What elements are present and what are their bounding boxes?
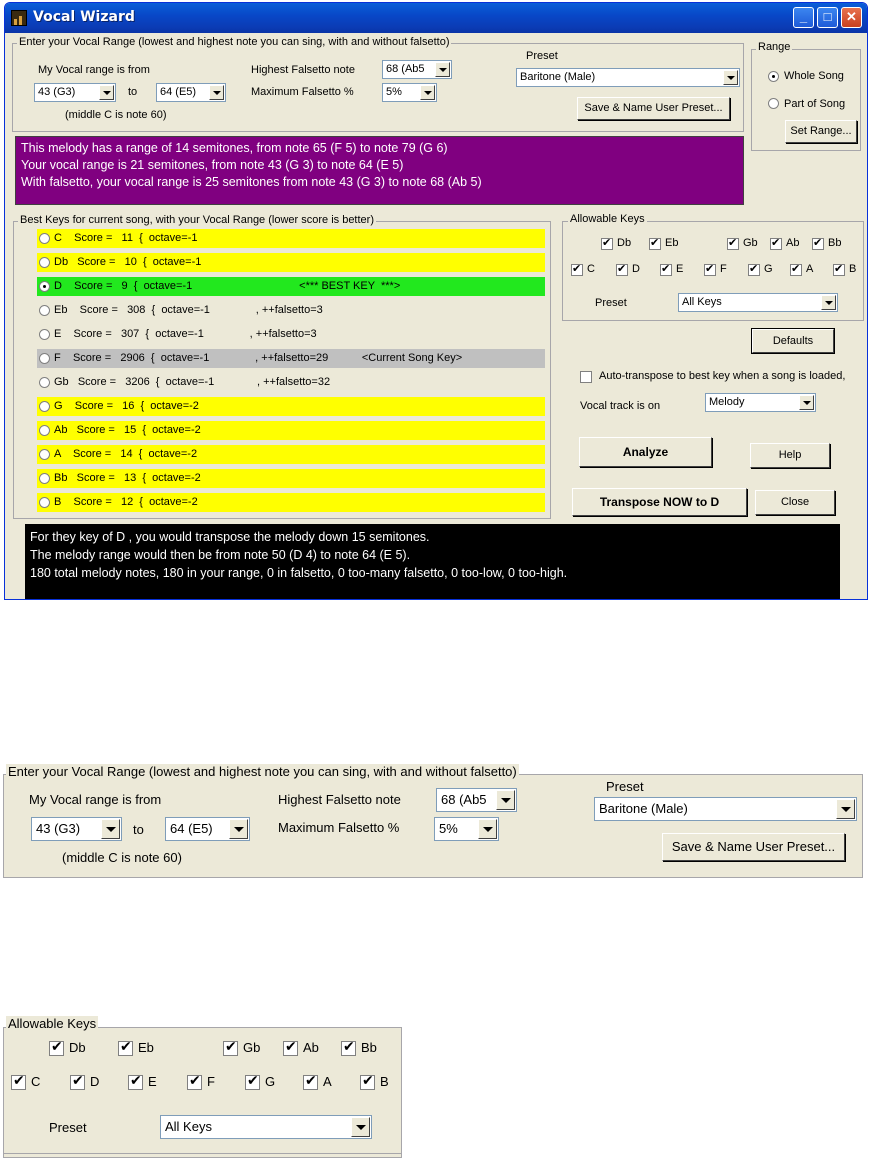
key-checkbox-label[interactable]: C <box>31 1074 41 1089</box>
allowable-keys-legend: Allowable Keys <box>570 213 645 225</box>
key-checkbox[interactable] <box>616 264 628 276</box>
range-from-label-zoom: My Vocal range is from <box>29 792 162 807</box>
range-from-label: My Vocal range is from <box>38 64 150 76</box>
key-checkbox[interactable] <box>223 1041 238 1056</box>
chevron-down-icon[interactable] <box>209 85 224 100</box>
whole-song-radio[interactable] <box>768 71 779 82</box>
key-row[interactable] <box>37 421 545 440</box>
low-note-select[interactable] <box>34 83 116 102</box>
falsetto-note-value: 68 (Ab5 <box>441 792 487 807</box>
key-checkbox-label[interactable]: B <box>849 263 857 275</box>
key-checkbox[interactable] <box>833 264 845 276</box>
key-checkbox-label[interactable]: A <box>323 1074 332 1089</box>
voice-preset-select-zoom[interactable] <box>594 797 857 821</box>
key-checkbox-label[interactable]: Eb <box>138 1040 154 1055</box>
key-checkbox[interactable] <box>283 1041 298 1056</box>
best-keys-legend: Best Keys for current song, with your Vocal Range (lower score is better) <box>20 214 374 226</box>
melody-info-line: This melody has a range of 14 semitones, from note 65 (F 5) to note 79 (G 6) <box>21 141 448 155</box>
melody-info-line: Your vocal range is 21 semitones, from note 43 (G 3) to note 64 (E 5) <box>21 158 404 172</box>
key-row-text: Gb Score = 3206 { octave=-1 , ++falsetto=32 <box>54 376 331 388</box>
key-radio[interactable] <box>39 233 50 244</box>
key-checkbox-label[interactable]: D <box>632 263 640 275</box>
key-preset-select-zoom[interactable] <box>160 1115 372 1139</box>
key-checkbox-label[interactable]: G <box>764 263 773 275</box>
max-falsetto-label: Maximum Falsetto % <box>251 86 354 98</box>
chevron-down-icon[interactable] <box>836 799 855 819</box>
key-radio[interactable] <box>39 401 50 412</box>
title-bar[interactable] <box>5 3 867 33</box>
melody-info-line: With falsetto, your vocal range is 25 semitones from note 43 (G 3) to note 68 (Ab 5) <box>21 175 482 189</box>
key-checkbox-label[interactable]: Bb <box>361 1040 377 1055</box>
key-checkbox-label[interactable]: Db <box>617 237 632 249</box>
max-falsetto-value: 5% <box>439 821 458 836</box>
key-checkbox[interactable] <box>360 1075 375 1090</box>
key-radio[interactable] <box>39 377 50 388</box>
key-checkbox[interactable] <box>49 1041 64 1056</box>
key-checkbox-label[interactable]: F <box>207 1074 215 1089</box>
key-radio[interactable] <box>39 281 50 292</box>
key-row-text: E Score = 307 { octave=-1 , ++falsetto=3 <box>54 328 317 340</box>
max-falsetto-value: 5% <box>386 86 402 98</box>
vocal-range-legend-zoom: Enter your Vocal Range (lowest and highest note you can sing, with and without falsetto) <box>8 764 517 779</box>
chevron-down-icon[interactable] <box>723 70 738 85</box>
key-checkbox[interactable] <box>118 1041 133 1056</box>
high-note-value: 64 (E5) <box>160 86 197 98</box>
help-button[interactable]: Help <box>750 443 830 468</box>
middle-c-note-zoom: (middle C is note 60) <box>62 850 182 865</box>
key-preset-label-zoom: Preset <box>49 1120 87 1135</box>
key-checkbox-label[interactable]: C <box>587 263 595 275</box>
low-note-value: 43 (G3) <box>36 821 81 836</box>
key-checkbox-label[interactable]: E <box>148 1074 157 1089</box>
key-row[interactable] <box>37 445 545 464</box>
chevron-down-icon[interactable] <box>478 819 497 839</box>
key-checkbox[interactable] <box>748 264 760 276</box>
key-checkbox[interactable] <box>601 238 613 250</box>
transpose-button[interactable]: Transpose NOW to D <box>572 488 747 516</box>
voice-preset-value: Baritone (Male) <box>520 71 596 83</box>
to-label-zoom: to <box>133 822 144 837</box>
key-preset-select[interactable] <box>678 293 838 312</box>
vocal-track-label: Vocal track is on <box>580 400 661 412</box>
key-preset-label: Preset <box>595 297 627 309</box>
key-preset-value: All Keys <box>682 296 722 308</box>
falsetto-note-select-zoom[interactable] <box>436 788 517 812</box>
key-checkbox-label[interactable]: Ab <box>303 1040 319 1055</box>
set-range-button[interactable]: Set Range... <box>785 120 857 143</box>
key-row[interactable] <box>37 397 545 416</box>
high-note-select[interactable] <box>156 83 226 102</box>
middle-c-note: (middle C is note 60) <box>65 109 167 121</box>
chevron-down-icon[interactable] <box>435 62 450 77</box>
falsetto-label-zoom: Highest Falsetto note <box>278 792 401 807</box>
key-checkbox-label[interactable]: Eb <box>665 237 679 249</box>
key-row-text: A Score = 14 { octave=-2 <box>54 448 198 460</box>
allowable-keys-legend-zoom: Allowable Keys <box>8 1016 97 1031</box>
key-row[interactable] <box>37 469 545 488</box>
chevron-down-icon[interactable] <box>496 790 515 810</box>
key-checkbox-label[interactable]: A <box>806 263 814 275</box>
app-icon <box>11 10 27 26</box>
key-radio[interactable] <box>39 449 50 460</box>
chevron-down-icon[interactable] <box>229 819 248 839</box>
result-info-line: The melody range would then be from note 50 (D 4) to note 64 (E 5). <box>30 548 411 562</box>
key-checkbox[interactable] <box>70 1075 85 1090</box>
key-radio[interactable] <box>39 329 50 340</box>
high-note-select-zoom[interactable] <box>165 817 250 841</box>
window-title: Vocal Wizard <box>33 9 135 25</box>
minimize-icon[interactable]: _ <box>793 7 814 28</box>
key-radio[interactable] <box>39 305 50 316</box>
whole-song-label[interactable]: Whole Song <box>784 70 844 82</box>
key-row[interactable] <box>37 277 545 296</box>
chevron-down-icon[interactable] <box>821 295 836 310</box>
key-row[interactable] <box>37 373 545 392</box>
key-checkbox[interactable] <box>649 238 661 250</box>
max-falsetto-select-zoom[interactable] <box>434 817 499 841</box>
key-row[interactable] <box>37 229 545 248</box>
key-row-text: F Score = 2906 { octave=-1 , ++falsetto=29 <Current Song Key> <box>54 352 463 364</box>
key-checkbox[interactable] <box>790 264 802 276</box>
range-legend: Range <box>758 41 791 53</box>
key-row[interactable] <box>37 325 545 344</box>
key-checkbox[interactable] <box>812 238 824 250</box>
chevron-down-icon[interactable] <box>799 395 814 410</box>
key-row-text: G Score = 16 { octave=-2 <box>54 400 199 412</box>
key-checkbox[interactable] <box>187 1075 202 1090</box>
close-button[interactable]: Close <box>755 490 835 515</box>
key-checkbox[interactable] <box>128 1075 143 1090</box>
key-checkbox[interactable] <box>245 1075 260 1090</box>
maximize-icon[interactable]: □ <box>817 7 838 28</box>
key-row-text: D Score = 9 { octave=-1 <*** BEST KEY ***> <box>54 280 401 292</box>
key-radio[interactable] <box>39 257 50 268</box>
low-note-select-zoom[interactable] <box>31 817 122 841</box>
key-checkbox-label[interactable]: F <box>720 263 727 275</box>
chevron-down-icon[interactable] <box>351 1117 370 1137</box>
key-preset-value: All Keys <box>165 1119 212 1134</box>
key-radio[interactable] <box>39 473 50 484</box>
preset-label-zoom: Preset <box>606 779 644 794</box>
key-checkbox[interactable] <box>571 264 583 276</box>
falsetto-label: Highest Falsetto note <box>251 64 355 76</box>
part-of-song-label[interactable]: Part of Song <box>784 98 846 110</box>
key-checkbox[interactable] <box>660 264 672 276</box>
close-icon[interactable]: ✕ <box>841 7 862 28</box>
vocal-track-value: Melody <box>709 396 745 408</box>
save-preset-button-zoom[interactable]: Save & Name User Preset... <box>662 833 845 861</box>
key-checkbox[interactable] <box>11 1075 26 1090</box>
key-row[interactable] <box>37 493 545 512</box>
analyze-button[interactable]: Analyze <box>579 437 712 467</box>
key-row[interactable] <box>37 349 545 368</box>
vocal-range-legend: Enter your Vocal Range (lowest and highest note you can sing, with and without falsetto) <box>19 36 450 48</box>
falsetto-note-select[interactable] <box>382 60 452 79</box>
key-radio[interactable] <box>39 497 50 508</box>
key-checkbox[interactable] <box>303 1075 318 1090</box>
key-radio[interactable] <box>39 425 50 436</box>
max-falsetto-select[interactable] <box>382 83 437 102</box>
chevron-down-icon[interactable] <box>420 85 435 100</box>
voice-preset-value: Baritone (Male) <box>599 801 688 816</box>
vocal-track-select[interactable] <box>705 393 816 412</box>
key-checkbox-label[interactable]: Gb <box>743 237 758 249</box>
key-checkbox[interactable] <box>341 1041 356 1056</box>
key-checkbox[interactable] <box>770 238 782 250</box>
key-row-text: Db Score = 10 { octave=-1 <box>54 256 202 268</box>
falsetto-note-value: 68 (Ab5 <box>386 63 425 75</box>
key-row[interactable] <box>37 253 545 272</box>
key-checkbox-label[interactable]: Ab <box>786 237 800 249</box>
defaults-button[interactable]: Defaults <box>752 329 834 353</box>
key-row[interactable] <box>37 301 545 320</box>
key-checkbox[interactable] <box>704 264 716 276</box>
max-falsetto-label-zoom: Maximum Falsetto % <box>278 820 400 835</box>
to-label: to <box>128 86 138 98</box>
auto-transpose-checkbox[interactable] <box>580 371 592 383</box>
auto-transpose-label[interactable]: Auto-transpose to best key when a song is loaded, <box>599 370 846 382</box>
key-checkbox-label[interactable]: G <box>265 1074 276 1089</box>
low-note-value: 43 (G3) <box>38 86 76 98</box>
high-note-value: 64 (E5) <box>170 821 213 836</box>
key-checkbox-label[interactable]: Bb <box>828 237 842 249</box>
result-info-panel <box>25 524 840 600</box>
key-checkbox-label[interactable]: Db <box>69 1040 86 1055</box>
preset-label: Preset <box>526 50 558 62</box>
voice-preset-select[interactable] <box>516 68 740 87</box>
key-row-text: Ab Score = 15 { octave=-2 <box>54 424 201 436</box>
result-info-line: For they key of D , you would transpose the melody down 15 semitones. <box>30 530 430 544</box>
save-preset-button[interactable]: Save & Name User Preset... <box>577 97 730 120</box>
vocal-wizard-window <box>4 2 868 600</box>
key-row-text: Eb Score = 308 { octave=-1 , ++falsetto=3 <box>54 304 323 316</box>
part-of-song-radio[interactable] <box>768 98 779 109</box>
result-info-line: 180 total melody notes, 180 in your range, 0 in falsetto, 0 too-many falsetto, 0 too-low, 0 too-high. <box>30 566 568 580</box>
key-row-text: C Score = 11 { octave=-1 <box>54 232 198 244</box>
key-checkbox[interactable] <box>727 238 739 250</box>
chevron-down-icon[interactable] <box>101 819 120 839</box>
chevron-down-icon[interactable] <box>99 85 114 100</box>
key-checkbox-label[interactable]: B <box>380 1074 389 1089</box>
key-row-text: B Score = 12 { octave=-2 <box>54 496 198 508</box>
melody-info-panel <box>15 136 744 205</box>
key-checkbox-label[interactable]: E <box>676 263 684 275</box>
key-checkbox-label[interactable]: D <box>90 1074 100 1089</box>
key-checkbox-label[interactable]: Gb <box>243 1040 261 1055</box>
key-row-text: Bb Score = 13 { octave=-2 <box>54 472 201 484</box>
key-radio[interactable] <box>39 353 50 364</box>
